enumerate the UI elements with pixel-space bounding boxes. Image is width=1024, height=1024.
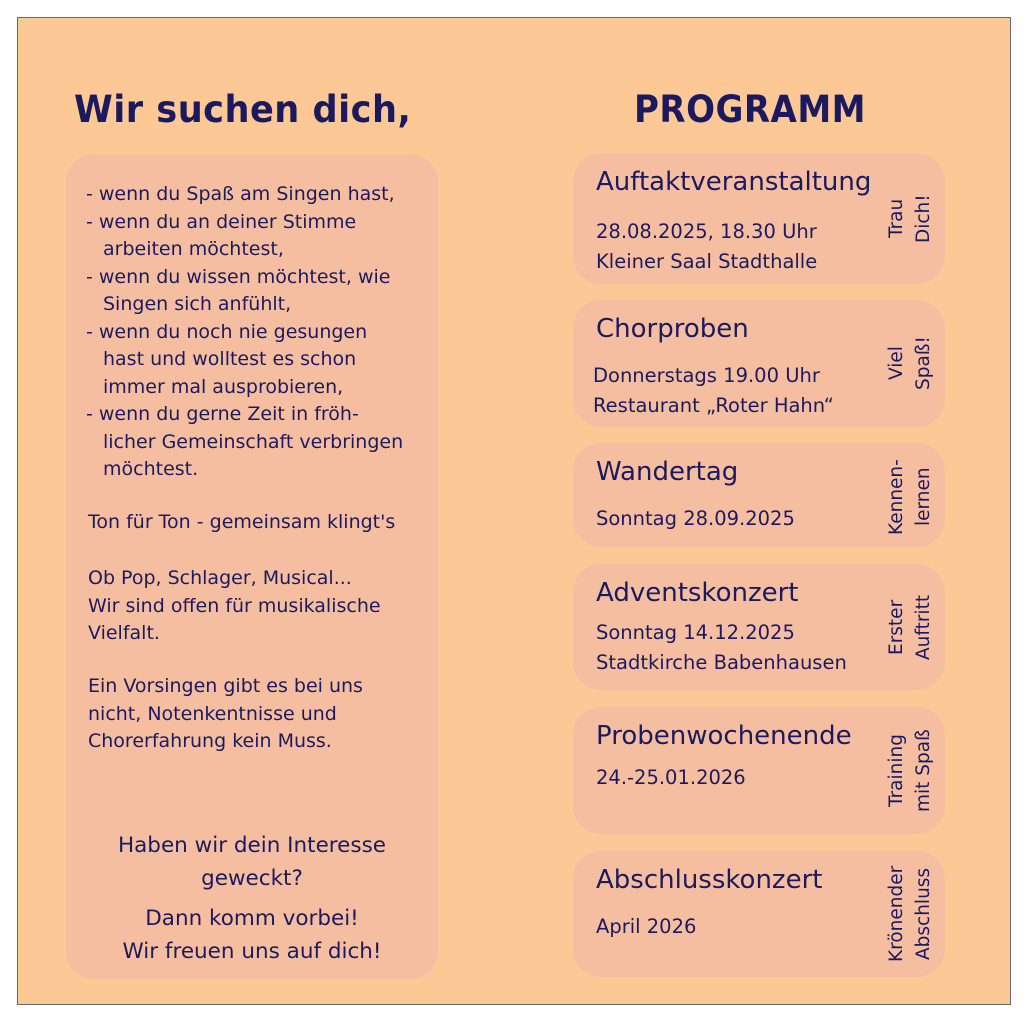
genres-text: Ob Pop, Schlager, Musical... Wir sind offen für musikalische Vielfalt.	[88, 567, 381, 644]
event-card-adventskonzert	[573, 564, 945, 690]
program-heading: PROGRAMM	[634, 88, 867, 131]
event-card-probenwochenende	[573, 707, 945, 834]
event-details: 24.-25.01.2026	[596, 766, 746, 789]
event-title: Adventskonzert	[596, 578, 799, 608]
event-card-abschlusskonzert	[573, 851, 945, 977]
event-title: Chorproben	[596, 314, 749, 344]
reason-item: - wenn du an deiner Stimme arbeiten möchtest,	[86, 210, 357, 260]
event-card-auftakt	[573, 153, 945, 284]
reason-item: - wenn du noch nie gesungen hast und wolltest es schon immer mal ausprobieren,	[86, 320, 368, 398]
left-heading: Wir suchen dich,	[74, 88, 412, 131]
motto-text: Ton für Ton - gemeinsam klingt's	[88, 511, 396, 533]
event-tagline: Kennen- lernen	[886, 459, 934, 535]
event-details: Donnerstags 19.00 Uhr Restaurant „Roter Hahn“	[593, 364, 834, 417]
event-card-chorproben	[573, 300, 945, 427]
event-card-wandertag	[573, 443, 945, 547]
reason-item: - wenn du Spaß am Singen hast,	[86, 183, 395, 205]
event-title: Abschlusskonzert	[596, 865, 823, 895]
event-tagline: Erster Auftritt	[886, 594, 934, 660]
invite-text: Dann komm vorbei! Wir freuen uns auf dich!	[122, 906, 382, 964]
event-details: Sonntag 28.09.2025	[596, 507, 795, 530]
audition-text: Ein Vorsingen gibt es bei uns nicht, Notenkentnisse und Chorerfahrung kein Muss.	[88, 675, 363, 752]
event-tagline: Training mit Spaß	[886, 729, 934, 812]
event-title: Probenwochenende	[596, 721, 852, 751]
event-tagline: Viel Spaß!	[886, 336, 934, 391]
event-details: Sonntag 14.12.2025 Stadtkirche Babenhausen	[596, 621, 847, 674]
reason-item: - wenn du wissen möchtest, wie Singen sich anfühlt,	[86, 265, 391, 315]
reasons-list	[86, 181, 403, 484]
event-title: Wandertag	[596, 457, 739, 487]
event-details: April 2026	[596, 915, 697, 938]
event-tagline: Trau Dich!	[886, 194, 934, 243]
event-title: Auftaktveranstaltung	[596, 167, 872, 197]
interest-question: Haben wir dein Interesse geweckt?	[117, 833, 387, 891]
event-tagline: Krönender Abschluss	[886, 865, 934, 963]
reason-item: - wenn du gerne Zeit in fröh- licher Gemeinschaft verbringen möchtest.	[86, 403, 404, 480]
invitation-panel	[66, 154, 438, 979]
event-details: 28.08.2025, 18.30 Uhr Kleiner Saal Stadthalle	[596, 220, 818, 273]
